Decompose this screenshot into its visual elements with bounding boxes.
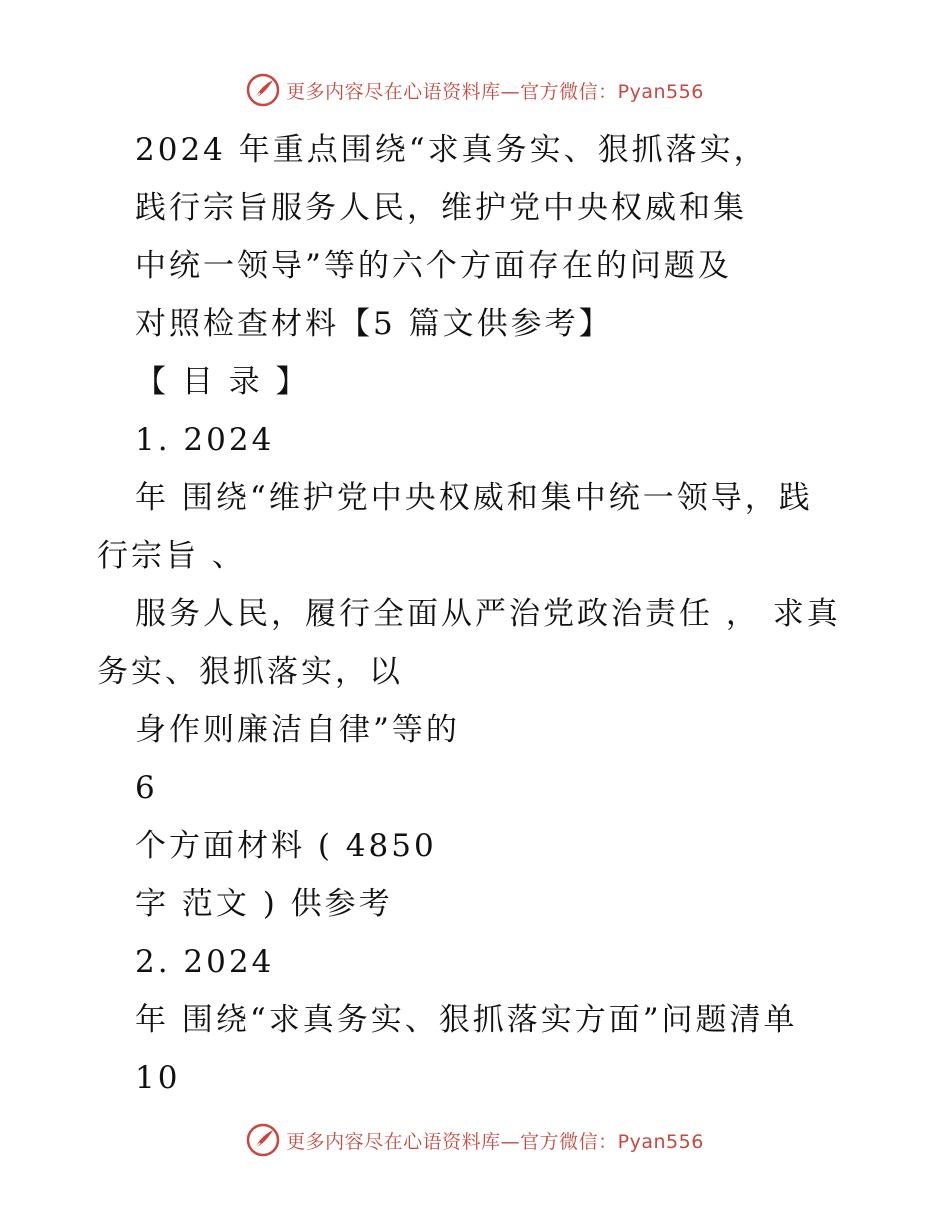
text-line: 对照检查材料【5 篇文供参考】 xyxy=(135,306,613,342)
watermark-group xyxy=(246,1123,704,1157)
toc-item-number: 2. 2024 xyxy=(135,944,275,980)
watermark-group xyxy=(246,73,704,107)
text-line: 中统一领导”等的六个方面存在的问题及 xyxy=(135,248,732,284)
feather-pen-logo-icon xyxy=(246,1123,280,1157)
text-line: 务实、狠抓落实，以 xyxy=(97,654,403,690)
watermark-text: 更多内容尽在心语资料库—官方微信：Pyan556 xyxy=(286,1130,704,1153)
header-watermark-banner xyxy=(0,70,950,110)
footer-watermark-banner xyxy=(0,1120,950,1160)
text-line: 个方面材料 ( 4850 xyxy=(135,828,437,864)
text-line: 10 xyxy=(135,1060,181,1096)
text-line: 6 xyxy=(135,770,158,806)
watermark-text: 更多内容尽在心语资料库—官方微信：Pyan556 xyxy=(286,80,704,103)
document-body xyxy=(0,121,950,1107)
text-line: 年 围绕“维护党中央权威和集中统一领导，践 xyxy=(135,480,813,516)
toc-item-number: 1. 2024 xyxy=(135,422,275,458)
text-line: 践行宗旨服务人民，维护党中央权威和集 xyxy=(135,190,747,226)
feather-pen-logo-icon xyxy=(246,73,280,107)
text-line: 年 围绕“求真务实、狠抓落实方面”问题清单 xyxy=(135,1002,798,1038)
text-line: 服务人民，履行全面从严治党政治责任 ， 求真 xyxy=(135,596,841,632)
text-line: 行宗旨 、 xyxy=(97,538,246,574)
text-line: 2024 年重点围绕“求真务实、狠抓落实， xyxy=(135,132,768,168)
text-line: 身作则廉洁自律”等的 xyxy=(135,712,460,748)
toc-heading: 【 目 录 】 xyxy=(135,364,310,400)
text-line: 字 范文 ) 供参考 xyxy=(135,886,393,922)
